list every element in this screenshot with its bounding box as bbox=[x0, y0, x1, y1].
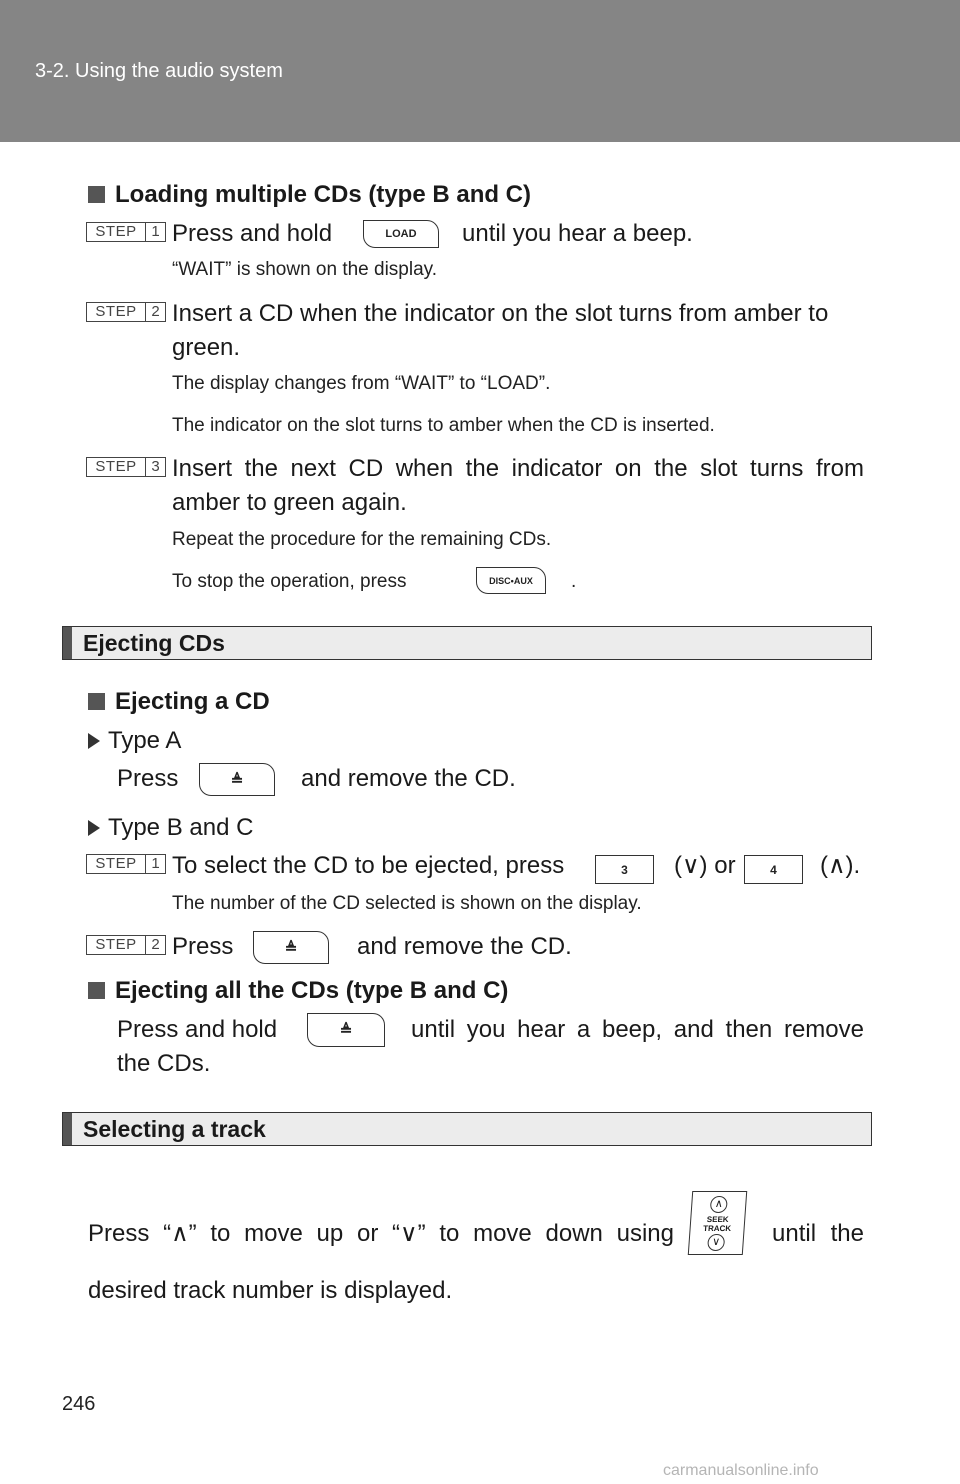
seek-label-1: SEEK bbox=[706, 1215, 729, 1224]
eject-step1-pre: To select the CD to be ejected, press bbox=[172, 852, 565, 879]
load-button-icon: LOAD bbox=[363, 220, 439, 248]
eject-button-icon: ≜ bbox=[253, 931, 329, 964]
step2-line1: Insert a CD when the indicator on the slot turns from amber to bbox=[172, 300, 829, 327]
step3-line1: Insert the next CD when the indicator on the slot turns from bbox=[172, 455, 864, 482]
square-bullet-icon bbox=[88, 186, 105, 203]
arrow-right-icon bbox=[88, 733, 100, 749]
step-badge-2: STEP 2 bbox=[86, 935, 166, 955]
eject-step2-pre: Press bbox=[172, 933, 234, 960]
page-header bbox=[0, 0, 960, 142]
step3-note1: Repeat the procedure for the remaining CDs. bbox=[172, 529, 552, 550]
eject-step1-note: The number of the CD selected is shown on the display. bbox=[172, 893, 642, 914]
preset-3-button-icon: 3 bbox=[595, 855, 654, 884]
select-line2: desired track number is displayed. bbox=[88, 1277, 453, 1304]
step1-note: “WAIT” is shown on the display. bbox=[172, 259, 438, 280]
ejecting-heading: Ejecting a CD bbox=[88, 688, 270, 716]
square-bullet-icon bbox=[88, 982, 105, 999]
seek-track-button-icon bbox=[688, 1191, 747, 1255]
square-bullet-icon bbox=[88, 693, 105, 710]
section-title: Selecting a track bbox=[83, 1116, 266, 1142]
loading-heading: Loading multiple CDs (type B and C) bbox=[88, 181, 531, 209]
section-selecting-track bbox=[62, 1112, 872, 1146]
seek-down-icon: ∨ bbox=[707, 1234, 725, 1251]
preset-4-button-icon: 4 bbox=[744, 855, 803, 884]
section-ejecting-cds bbox=[62, 626, 872, 660]
type-a-press: Press bbox=[117, 765, 179, 792]
eject-button-icon: ≜ bbox=[307, 1013, 385, 1047]
eject-button-icon: ≜ bbox=[199, 763, 275, 796]
step2-line2: green. bbox=[172, 334, 241, 361]
step1-post-text: until you hear a beep. bbox=[462, 220, 693, 247]
section-title: Ejecting CDs bbox=[83, 630, 225, 656]
eject-all-line2: the CDs. bbox=[117, 1050, 211, 1077]
eject-all-pre: Press and hold bbox=[117, 1016, 278, 1043]
arrow-right-icon bbox=[88, 820, 100, 836]
select-line1a: Press “∧” to move up or “∨” to move down using bbox=[88, 1220, 674, 1247]
type-bc-label: Type B and C bbox=[88, 814, 253, 842]
step3-line2: amber to green again. bbox=[172, 489, 407, 516]
eject-step2-post: and remove the CD. bbox=[357, 933, 572, 960]
page-number: 246 bbox=[62, 1393, 96, 1415]
step-badge-2: STEP 2 bbox=[86, 302, 166, 322]
select-line1b: until the bbox=[772, 1220, 864, 1247]
step3-note2-post: . bbox=[571, 571, 577, 592]
step3-note2-pre: To stop the operation, press bbox=[172, 571, 407, 592]
eject-step1-mid2: (∧). bbox=[820, 852, 861, 879]
eject-step1-mid1: (∨) or bbox=[674, 852, 736, 879]
step-badge-1: STEP 1 bbox=[86, 222, 166, 242]
seek-up-icon: ∧ bbox=[710, 1196, 728, 1213]
watermark: carmanualsonline.info bbox=[663, 1462, 819, 1479]
step-badge-1: STEP 1 bbox=[86, 854, 166, 874]
step1-press-text: Press and hold bbox=[172, 220, 333, 247]
breadcrumb: 3-2. Using the audio system bbox=[35, 60, 283, 82]
disc-aux-button-icon: DISC•AUX bbox=[476, 567, 546, 594]
eject-all-post: until you hear a beep, and then remove bbox=[411, 1016, 864, 1043]
step-badge-3: STEP 3 bbox=[86, 457, 166, 477]
step2-note2: The indicator on the slot turns to amber when the CD is inserted. bbox=[172, 415, 715, 436]
step2-note1: The display changes from “WAIT” to “LOAD”. bbox=[172, 373, 551, 394]
type-a-post: and remove the CD. bbox=[301, 765, 516, 792]
eject-all-heading: Ejecting all the CDs (type B and C) bbox=[88, 977, 508, 1005]
type-a-label: Type A bbox=[88, 727, 181, 755]
seek-label-2: TRACK bbox=[702, 1224, 732, 1233]
